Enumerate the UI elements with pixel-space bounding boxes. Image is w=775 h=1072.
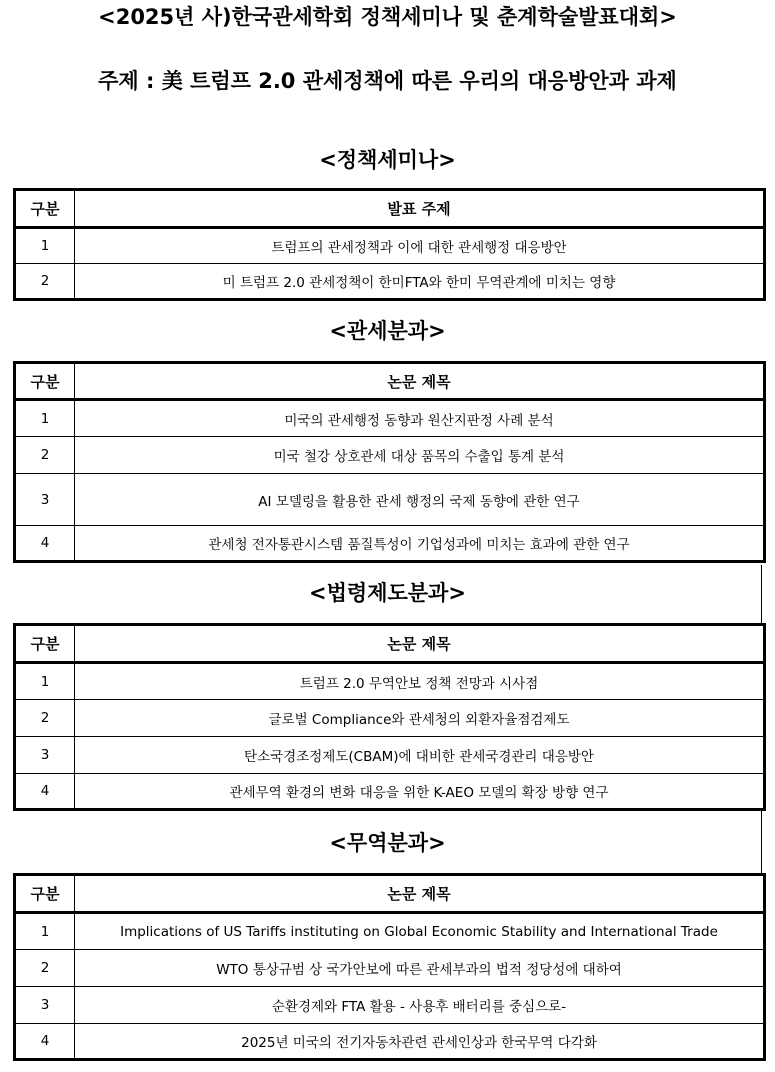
row-number: 1	[15, 228, 75, 264]
page-title: <2025년 사)한국관세학회 정책세미나 및 춘계학술발표대회>	[98, 5, 677, 29]
column-header-number: 구분	[15, 190, 75, 228]
row-number: 3	[15, 474, 75, 526]
section-title-trade: <무역분과>	[329, 831, 446, 855]
section-title-legal-system: <법령제도분과>	[309, 581, 466, 605]
row-title: 트럼프의 관세정책과 이에 대한 관세행정 대응방안	[75, 228, 765, 264]
row-title: Implications of US Tariffs instituting on Global Economic Stability and International Trade	[75, 913, 765, 950]
table-header-row	[15, 190, 765, 228]
row-title: 미국 철강 상호관세 대상 품목의 수출입 통계 분석	[75, 437, 765, 474]
table-row	[15, 437, 765, 474]
row-title: 트럼프 2.0 무역안보 정책 전망과 시사점	[75, 663, 765, 700]
row-number: 1	[15, 663, 75, 700]
page-subject: 주제 : 美 트럼프 2.0 관세정책에 따른 우리의 대응방안과 과제	[98, 69, 677, 93]
table-row	[15, 913, 765, 950]
page-border-line	[761, 808, 762, 874]
column-header-paper-title: 논문 제목	[75, 363, 765, 400]
row-number: 4	[15, 774, 75, 810]
row-title: 관세청 전자통관시스템 품질특성이 기업성과에 미치는 효과에 관한 연구	[75, 526, 765, 562]
row-number: 1	[15, 913, 75, 950]
table-header-row	[15, 363, 765, 400]
table-row	[15, 228, 765, 264]
table-row	[15, 1024, 765, 1060]
table-row	[15, 774, 765, 810]
table-row	[15, 474, 765, 526]
table-header-row	[15, 875, 765, 913]
column-header-paper-title: 논문 제목	[75, 875, 765, 913]
row-title: AI 모델링을 활용한 관세 행정의 국제 동향에 관한 연구	[75, 474, 765, 526]
table-row	[15, 264, 765, 300]
table-row	[15, 700, 765, 737]
table-row	[15, 987, 765, 1024]
section-title-policy-seminar: <정책세미나>	[319, 148, 456, 172]
table-row	[15, 400, 765, 437]
row-number: 4	[15, 526, 75, 562]
row-number: 3	[15, 987, 75, 1024]
table-row	[15, 663, 765, 700]
legal-system-table	[13, 623, 766, 811]
row-number: 2	[15, 264, 75, 300]
row-number: 2	[15, 950, 75, 987]
customs-table	[13, 361, 766, 563]
row-title: 관세무역 환경의 변화 대응을 위한 K-AEO 모델의 확장 방향 연구	[75, 774, 765, 810]
row-title: 글로벌 Compliance와 관세청의 외환자율점검제도	[75, 700, 765, 737]
row-title: 2025년 미국의 전기자동차관련 관세인상과 한국무역 다각화	[75, 1024, 765, 1060]
row-title: WTO 통상규범 상 국가안보에 따른 관세부과의 법적 정당성에 대하여	[75, 950, 765, 987]
row-title: 미국의 관세행정 동향과 원산지판정 사례 분석	[75, 400, 765, 437]
row-title: 미 트럼프 2.0 관세정책이 한미FTA와 한미 무역관계에 미치는 영향	[75, 264, 765, 300]
row-title: 순환경제와 FTA 활용 - 사용후 배터리를 중심으로-	[75, 987, 765, 1024]
row-number: 2	[15, 700, 75, 737]
trade-table	[13, 873, 766, 1061]
row-number: 1	[15, 400, 75, 437]
row-number: 3	[15, 737, 75, 774]
section-title-customs: <관세분과>	[329, 319, 446, 343]
table-row	[15, 950, 765, 987]
policy-seminar-table	[13, 188, 766, 301]
table-row	[15, 737, 765, 774]
column-header-number: 구분	[15, 625, 75, 663]
row-number: 4	[15, 1024, 75, 1060]
table-header-row	[15, 625, 765, 663]
table-row	[15, 526, 765, 562]
row-number: 2	[15, 437, 75, 474]
column-header-number: 구분	[15, 363, 75, 400]
column-header-topic: 발표 주제	[75, 190, 765, 228]
row-title: 탄소국경조정제도(CBAM)에 대비한 관세국경관리 대응방안	[75, 737, 765, 774]
page-border-line	[761, 565, 762, 623]
column-header-paper-title: 논문 제목	[75, 625, 765, 663]
column-header-number: 구분	[15, 875, 75, 913]
